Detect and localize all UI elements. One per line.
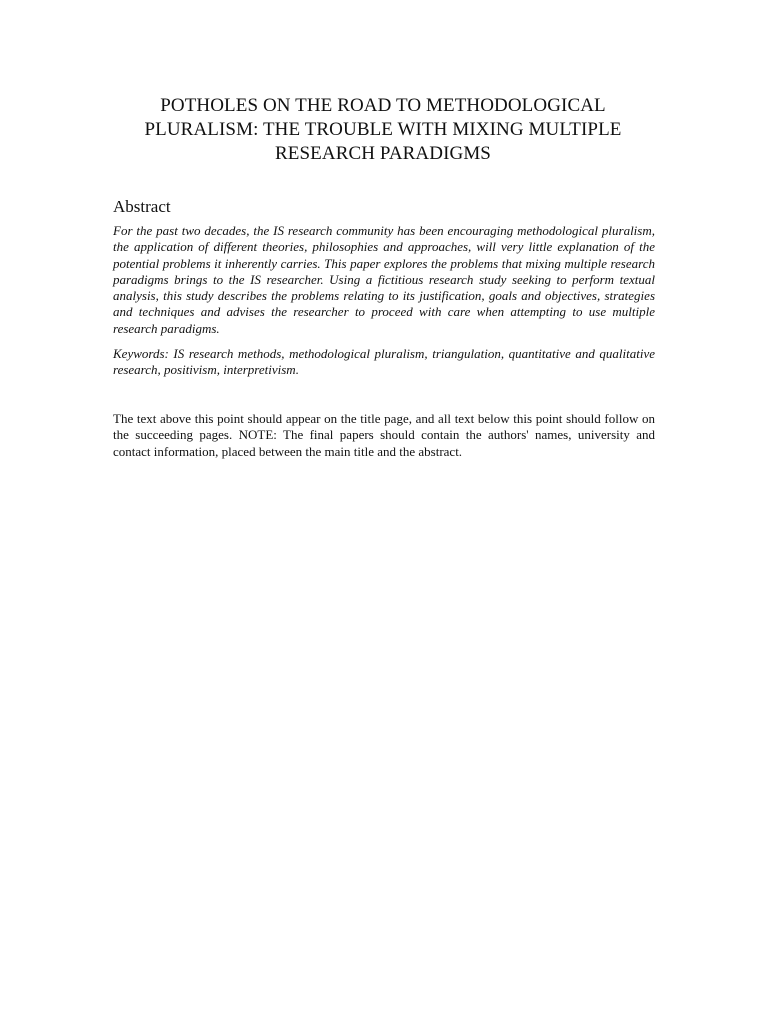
paper-title-line-2: PLURALISM: THE TROUBLE WITH MIXING MULTIPLE [144, 119, 622, 140]
paper-title [100, 94, 666, 166]
keywords-paragraph: Keywords: IS research methods, methodological pluralism, triangulation, quantitative and qualitative research, positivism, interpretivism. [113, 346, 655, 378]
paper-title-line-3: RESEARCH PARADIGMS [275, 143, 491, 164]
abstract-heading: Abstract [113, 197, 171, 216]
abstract-body: For the past two decades, the IS research community has been encouraging methodological pluralism, the application of different theories, philosophies and approaches, will very little explanation of the potential problems it inherently carries. This paper explores the problems that mixing multiple research paradigms brings to the IS researcher. Using a fictitious research study seeking to perform textual analysis, this study describes the problems relating to its justification, goals and objectives, strategies and techniques and advises the researcher to proceed with care when attempting to use multiple research paradigms. [113, 223, 655, 336]
title-page-note: The text above this point should appear on the title page, and all text below this point should follow on the succeeding pages. NOTE: The final papers should contain the authors' names, university and contact information, placed between the main title and the abstract. [113, 411, 655, 459]
paper-title-line-1: POTHOLES ON THE ROAD TO METHODOLOGICAL [160, 95, 606, 116]
